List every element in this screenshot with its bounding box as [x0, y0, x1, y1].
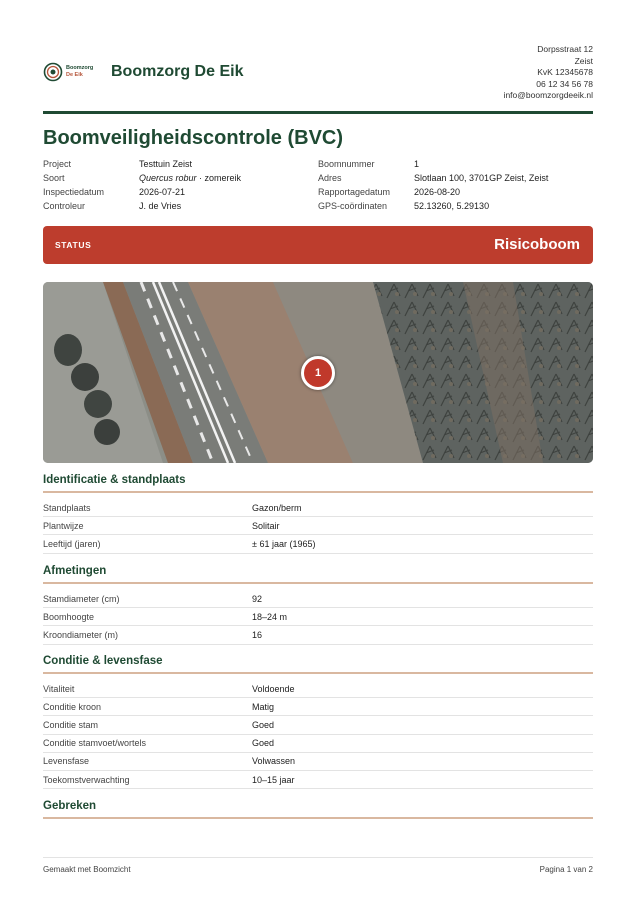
table-row	[43, 771, 593, 789]
contact-address: Dorpsstraat 12	[537, 44, 593, 54]
section-dimensions	[43, 565, 593, 645]
section-title: Identificatie & standplaats	[43, 474, 593, 493]
row-value: Voldoende	[252, 683, 295, 694]
contact-phone: 06 12 34 56 78	[536, 78, 593, 89]
meta-label: Inspectiedatum	[43, 187, 105, 197]
section-identification	[43, 474, 593, 554]
tree-location-marker: 1	[301, 356, 335, 390]
meta-value	[139, 171, 241, 185]
contact-kvk: KvK 12345678	[537, 67, 593, 78]
row-label: Stamdiameter (cm)	[43, 593, 120, 604]
row-label: Levensfase	[43, 756, 90, 767]
company-logo	[43, 62, 93, 82]
row-label: Plantwijze	[43, 520, 84, 531]
table-row	[43, 698, 593, 716]
meta-value: 1	[414, 159, 420, 169]
row-label: Vitaliteit	[43, 683, 75, 694]
meta-label: Boomnummer	[318, 159, 375, 169]
meta-row-gps	[318, 199, 548, 213]
section-defects	[43, 800, 593, 819]
row-label: Kroondiameter (m)	[43, 629, 119, 640]
table-row	[43, 680, 593, 698]
company-name: Boomzorg De Eik	[111, 63, 244, 80]
meta-value: 2026-08-20	[414, 187, 461, 197]
page-number: Pagina 1 van 2	[539, 865, 593, 874]
footer-divider	[43, 857, 593, 858]
row-label: Toekomstverwachting	[43, 774, 130, 785]
row-label: Conditie stam	[43, 719, 99, 730]
table-row	[43, 716, 593, 734]
meta-row-inspector	[43, 199, 241, 213]
contact-email: info@boomzorgdeeik.nl	[503, 90, 593, 101]
row-value: 16	[252, 629, 263, 640]
footer-credit: Gemaakt met Boomzicht	[43, 865, 131, 874]
species-common-name: · zomereik	[196, 173, 242, 183]
table-row	[43, 753, 593, 771]
section-condition	[43, 655, 593, 789]
row-value: 18–24 m	[252, 611, 288, 622]
company-contact-block	[504, 44, 593, 102]
table-row	[43, 735, 593, 753]
row-label: Standplaats	[43, 502, 91, 513]
meta-label: GPS-coördinaten	[318, 201, 388, 211]
meta-label: Controleur	[43, 201, 86, 211]
contact-city: Zeist	[574, 55, 593, 66]
table-row	[43, 590, 593, 608]
oak-tree-icon	[43, 62, 63, 82]
row-value: Volwassen	[252, 756, 296, 767]
section-title: Conditie & levensfase	[43, 655, 593, 674]
meta-row-inspection-date	[43, 185, 241, 199]
species-latin-name: Quercus robur	[139, 173, 197, 183]
meta-row-project	[43, 157, 241, 171]
meta-row-species	[43, 171, 241, 185]
status-banner	[43, 226, 593, 264]
meta-left-column	[43, 157, 241, 213]
table-row	[43, 499, 593, 517]
meta-value: Testtuin Zeist	[139, 159, 193, 169]
table-row	[43, 535, 593, 553]
meta-value: J. de Vries	[139, 201, 182, 211]
meta-label: Rapportagedatum	[318, 187, 391, 197]
meta-right-column	[318, 157, 548, 213]
logo-text-line2: De Eik	[66, 72, 83, 78]
table-row	[43, 608, 593, 626]
row-value: Goed	[252, 719, 275, 730]
status-value: Risicoboom	[494, 236, 580, 253]
meta-label: Project	[43, 159, 72, 169]
meta-label: Soort	[43, 173, 65, 183]
page-title: Boomveiligheidscontrole (BVC)	[43, 127, 344, 149]
row-label: Conditie stamvoet/wortels	[43, 738, 147, 749]
row-label: Leeftijd (jaren)	[43, 538, 101, 549]
row-value: Goed	[252, 738, 275, 749]
row-label: Conditie kroon	[43, 701, 102, 712]
meta-row-report-date	[318, 185, 548, 199]
meta-value: Slotlaan 100, 3701GP Zeist, Zeist	[414, 173, 549, 183]
row-value: 92	[252, 593, 263, 604]
meta-value: 52.13260, 5.29130	[414, 201, 490, 211]
header-divider	[43, 111, 593, 114]
meta-row-address	[318, 171, 548, 185]
meta-row-tree-number	[318, 157, 548, 171]
status-label: STATUS	[55, 240, 92, 250]
section-title: Afmetingen	[43, 565, 593, 584]
row-value: Solitair	[252, 520, 280, 531]
table-row	[43, 517, 593, 535]
section-title: Gebreken	[43, 800, 593, 819]
row-value: ± 61 jaar (1965)	[252, 538, 316, 549]
table-row	[43, 626, 593, 644]
row-value: Matig	[252, 701, 275, 712]
logo-text-line1: Boomzorg	[66, 65, 94, 71]
row-value: Gazon/berm	[252, 502, 302, 513]
row-label: Boomhoogte	[43, 611, 95, 622]
meta-label: Adres	[318, 173, 342, 183]
row-value: 10–15 jaar	[252, 774, 295, 785]
meta-value: 2026-07-21	[139, 187, 186, 197]
